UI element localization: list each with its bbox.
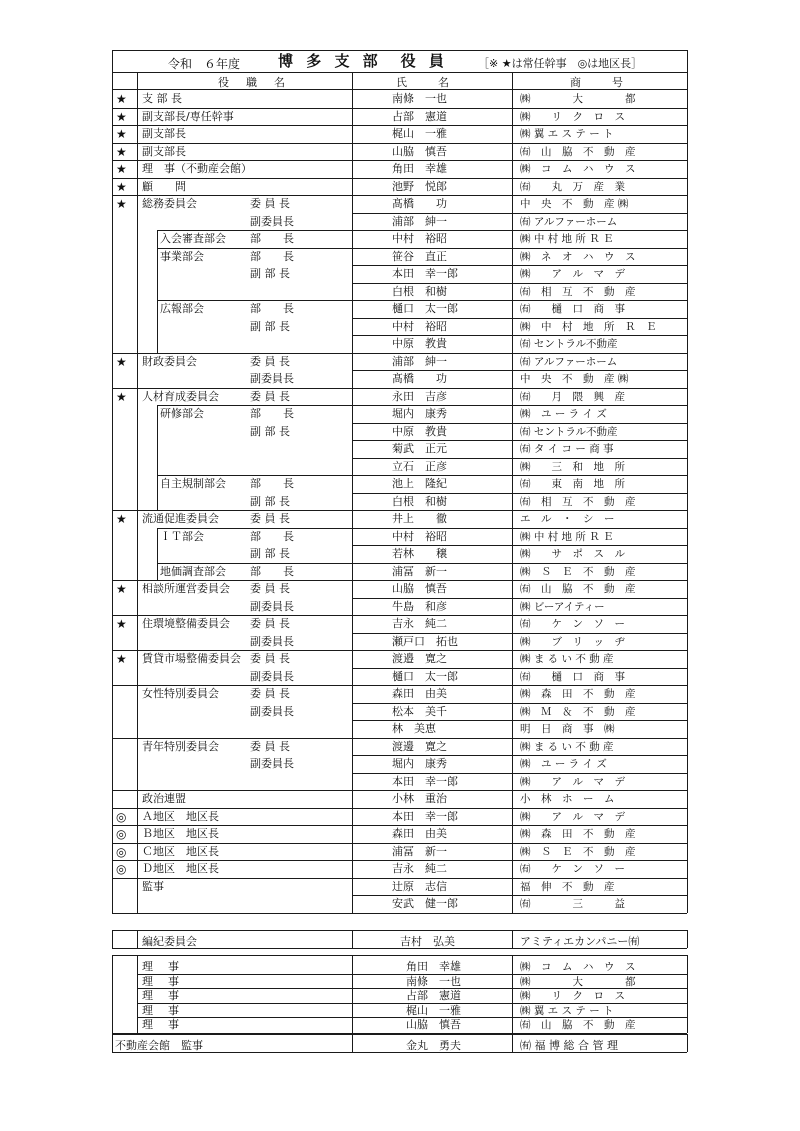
- row-position: 委 員 長: [250, 389, 290, 403]
- row-company: ㈱ 中 村 地 所 Ｒ Ｅ: [520, 530, 614, 543]
- row-company: ㈲ 丸 万 産 業: [520, 180, 625, 193]
- row-mark: ◎: [116, 827, 127, 841]
- directors-top: [112, 955, 687, 956]
- directors-mark-rule: [137, 955, 138, 1033]
- kaikan-name-rule: [512, 1034, 513, 1052]
- row-rule: [112, 178, 687, 179]
- row-committee: Ｂ地区 地区長: [142, 827, 219, 840]
- row-rule: [112, 510, 687, 511]
- row-committee: 相談所運営委員会: [142, 582, 230, 595]
- header-company: 商 号: [570, 76, 626, 89]
- row-name: 浦部 紳一: [392, 354, 447, 368]
- row-rule: [157, 230, 687, 231]
- director-role: 理 事: [142, 960, 181, 973]
- row-committee: 副支部長: [142, 144, 186, 158]
- row-position: 部 長: [250, 249, 294, 263]
- row-company: ㈱ ビーアイティー: [520, 600, 605, 613]
- row-company: ㈱ ブ リ ッ ヂ: [520, 635, 625, 648]
- row-name: 渡邉 寛之: [392, 652, 447, 665]
- row-name: 吉永 純二: [392, 862, 447, 875]
- row-company: ㈱ Ｓ Ｅ 不 動 産: [520, 565, 636, 578]
- editorial-company: アミティエカンパニー㈲: [520, 935, 640, 948]
- row-rule: [352, 440, 687, 441]
- director-company: ㈱ 大 都: [520, 975, 636, 988]
- header-name: 氏 名: [396, 76, 452, 89]
- row-committee: 顧 問: [142, 179, 186, 193]
- row-company: ㈲ タ イ コ ー 商 事: [520, 443, 614, 455]
- row-committee: 流通促進委員会: [142, 512, 219, 525]
- row-subcommittee: 事業部会: [160, 249, 204, 263]
- row-rule: [157, 563, 687, 564]
- title-rule: [112, 72, 687, 73]
- row-name: 堀内 康秀: [392, 757, 447, 770]
- row-company: ㈱ リ ク ロ ス: [520, 110, 625, 123]
- row-rule: [112, 790, 687, 791]
- editorial-role: 編紀委員会: [142, 935, 197, 948]
- row-mark: ★: [116, 389, 127, 404]
- row-company: ㈱ 中 村 地 所 Ｒ Ｅ: [520, 233, 614, 245]
- row-company: ㈱ ユ ー ラ イ ズ: [520, 758, 607, 770]
- frame-top: [112, 50, 687, 51]
- row-name: 池上 隆紀: [392, 477, 447, 490]
- row-rule: [112, 108, 687, 109]
- row-committee: 総務委員会: [142, 197, 197, 210]
- directors-name-rule: [512, 955, 513, 1033]
- row-committee: 住環境整備委員会: [142, 617, 230, 630]
- director-name: 角田 幸雄: [406, 960, 461, 973]
- row-rule: [157, 475, 687, 476]
- row-position: 副委員長: [250, 704, 294, 718]
- row-name: 髙橋 功: [392, 372, 447, 385]
- editorial-name-rule: [512, 930, 513, 948]
- row-company: ㈱ 三 和 地 所: [520, 460, 625, 473]
- editorial-top: [112, 930, 687, 931]
- row-name: 森田 由美: [392, 827, 447, 840]
- mark-legend: ［※ ★は常任幹事 ◎は地区長］: [478, 57, 643, 70]
- kaikan-name: 金丸 勇夫: [406, 1039, 461, 1052]
- header-role: 役 職 名: [218, 76, 288, 89]
- editorial-right: [687, 930, 688, 948]
- row-mark: ★: [116, 197, 127, 211]
- row-rule: [352, 370, 687, 371]
- row-subcommittee: 地価調査部会: [160, 564, 226, 578]
- sub-bracket: [157, 230, 158, 353]
- row-position: 副 部 長: [250, 319, 290, 333]
- row-position: 部 長: [250, 529, 294, 543]
- row-rule: [157, 248, 687, 249]
- director-company: ㈱ コ ム ハ ウ ス: [520, 961, 636, 973]
- row-position: 部 長: [250, 232, 294, 245]
- row-rule: [352, 318, 687, 319]
- row-company: ㈲ 相 互 不 動 産: [520, 495, 636, 508]
- row-position: 部 長: [250, 564, 294, 578]
- director-role: 理 事: [142, 1018, 181, 1032]
- row-committee: 青年特別委員会: [142, 739, 219, 753]
- row-committee: 理 事（不動産会館）: [142, 162, 252, 175]
- row-name: 樋口 太一郎: [392, 302, 458, 315]
- row-mark: ★: [116, 92, 127, 106]
- row-company: ㈲ セントラル不動産: [520, 338, 618, 350]
- row-committee: 女性特別委員会: [142, 687, 219, 700]
- row-mark: ★: [116, 179, 127, 194]
- row-name: 堀内 康秀: [392, 407, 447, 420]
- row-name: 安武 健一郎: [392, 897, 458, 910]
- row-name: 本田 幸一郎: [392, 809, 458, 823]
- row-committee: Ｃ地区 地区長: [142, 844, 219, 858]
- row-position: 委 員 長: [250, 617, 290, 630]
- row-committee: 副支部長/専任幹事: [142, 109, 234, 123]
- row-rule: [112, 615, 687, 616]
- row-name: 浦冨 新一: [392, 844, 447, 858]
- row-name: 占部 憲道: [392, 109, 447, 123]
- row-rule: [112, 808, 687, 809]
- row-rule: [112, 160, 687, 161]
- row-company: ㈱ ア ル マ デ: [520, 268, 625, 280]
- row-position: 副 部 長: [250, 424, 290, 438]
- row-company: ㈱ サ ポ ス ル: [520, 548, 625, 560]
- row-company: 中 央 不 動 産 ㈱: [520, 373, 629, 385]
- row-name: 白根 和樹: [392, 284, 447, 298]
- row-name: 笹谷 直正: [392, 249, 447, 263]
- row-company: ㈱ ア ル マ デ: [520, 810, 625, 823]
- row-name: 井上 徹: [392, 512, 447, 525]
- row-company: ㈱ 森 田 不 動 産: [520, 688, 636, 700]
- row-position: 部 長: [250, 302, 294, 315]
- row-position: 副 部 長: [250, 494, 290, 508]
- row-rule: [352, 213, 687, 214]
- row-company: ㈲ 山 脇 不 動 産: [520, 583, 636, 595]
- row-position: 部 長: [250, 477, 294, 490]
- row-name: 小林 重治: [392, 792, 447, 805]
- row-name: 辻原 志信: [392, 879, 447, 893]
- directors-right: [687, 955, 688, 1033]
- director-name: 梶山 一雅: [406, 1003, 461, 1017]
- page-title: 博 多 支 部 役 員: [278, 52, 448, 70]
- kaikan-role-rule: [352, 1034, 353, 1052]
- row-committee: 支 部 長: [142, 92, 182, 105]
- row-committee: Ａ地区 地区長: [142, 809, 219, 823]
- row-mark: ★: [116, 617, 127, 631]
- row-position: 委 員 長: [250, 197, 290, 210]
- row-company: ㈲ アルファーホーム: [520, 355, 618, 368]
- row-company: ㈲ ケ ン ソ ー: [520, 863, 625, 875]
- frame-right: [687, 50, 688, 913]
- row-position: 副 部 長: [250, 547, 290, 560]
- row-name: 山脇 慎吾: [392, 582, 447, 595]
- row-company: ㈱ Ｍ ＆ 不 動 産: [520, 705, 636, 718]
- row-name: 牛島 和彦: [392, 599, 447, 613]
- row-company: ㈱ 翼 エ ス テ ー ト: [520, 128, 614, 140]
- row-name: 立石 正彦: [392, 459, 447, 473]
- sub-bracket: [157, 528, 158, 581]
- row-mark: ★: [116, 109, 127, 124]
- row-rule: [352, 720, 687, 721]
- row-company: 福 伸 不 動 産: [520, 880, 615, 893]
- row-name: 浦部 紳一: [392, 214, 447, 228]
- row-mark: ★: [116, 652, 127, 666]
- row-company: ㈲ 樋 口 商 事: [520, 670, 625, 683]
- editorial-name: 吉村 弘美: [400, 935, 455, 948]
- row-rule: [157, 405, 687, 406]
- row-position: 副委員長: [250, 757, 294, 770]
- row-name: 中村 裕昭: [392, 319, 447, 333]
- editorial-role-rule: [352, 930, 353, 948]
- row-rule: [112, 878, 687, 879]
- row-subcommittee: 広報部会: [160, 302, 204, 315]
- row-name: 山脇 慎吾: [392, 144, 447, 158]
- row-rule: [352, 335, 687, 336]
- kaikan-role: 不動産会館 監事: [115, 1039, 203, 1052]
- row-rule: [112, 860, 687, 861]
- row-position: 委 員 長: [250, 512, 290, 525]
- directors-role-rule: [352, 955, 353, 1033]
- director-name: 山脇 慎吾: [406, 1018, 461, 1032]
- row-rule: [352, 895, 687, 896]
- row-position: 部 長: [250, 407, 294, 420]
- row-committee: 人材育成委員会: [142, 389, 219, 403]
- sub-bracket: [157, 405, 158, 510]
- row-name: 本田 幸一郎: [392, 774, 458, 788]
- row-position: 委 員 長: [250, 354, 290, 368]
- row-committee: 副支部長: [142, 127, 186, 140]
- row-committee: 政治連盟: [142, 792, 186, 805]
- row-company: ㈱ コ ム ハ ウ ス: [520, 163, 636, 175]
- row-company: ㈱ Ｓ Ｅ 不 動 産: [520, 845, 636, 858]
- row-name: 浦冨 新一: [392, 564, 447, 578]
- row-rule: [112, 843, 687, 844]
- row-company: エ ル ・ シ ー: [520, 513, 615, 525]
- row-committee: Ｄ地区 地区長: [142, 862, 219, 875]
- row-subcommittee: 研修部会: [160, 407, 204, 420]
- row-company: ㈱ ユ ー ラ イ ズ: [520, 408, 607, 420]
- row-name: 白根 和樹: [392, 494, 447, 508]
- row-position: 副委員長: [250, 214, 294, 228]
- director-company: ㈱ リ ク ロ ス: [520, 990, 625, 1003]
- row-name: 池野 悦郎: [392, 179, 447, 193]
- row-rule: [112, 143, 687, 144]
- editorial-left: [112, 930, 113, 948]
- row-name: 林 美恵: [392, 722, 436, 735]
- row-position: 委 員 長: [250, 582, 290, 595]
- row-company: 明 日 商 事 ㈱: [520, 723, 615, 735]
- row-rule: [352, 493, 687, 494]
- row-name: 角田 幸雄: [392, 162, 447, 175]
- row-mark: ◎: [116, 862, 127, 876]
- row-name: 梶山 一雅: [392, 127, 447, 140]
- row-name: 永田 吉彦: [392, 389, 447, 403]
- row-rule: [112, 353, 687, 354]
- header-rule: [112, 89, 687, 90]
- row-subcommittee: ＩＴ部会: [160, 529, 204, 543]
- row-rule: [352, 773, 687, 774]
- row-rule: [157, 528, 687, 529]
- row-company: ㈲ セントラル不動産: [520, 425, 618, 438]
- director-role: 理 事: [142, 1003, 181, 1017]
- row-company: ㈲ 三 益: [520, 898, 625, 910]
- row-committee: 監事: [142, 879, 164, 893]
- director-company: ㈲ 山 脇 不 動 産: [520, 1019, 636, 1032]
- row-name: 森田 由美: [392, 687, 447, 700]
- row-name: 吉永 純二: [392, 617, 447, 630]
- row-name: 中原 教貴: [392, 337, 447, 350]
- row-rule: [112, 738, 687, 739]
- row-company: ㈲ 月 隈 興 産: [520, 390, 625, 403]
- row-name: 渡邊 寛之: [392, 739, 447, 753]
- row-rule: [352, 598, 687, 599]
- row-company: ㈱ 大 都: [520, 93, 636, 105]
- row-name: 南條 一也: [392, 92, 447, 105]
- row-position: 副 部 長: [250, 267, 290, 280]
- row-mark: ★: [116, 144, 127, 159]
- row-rule: [352, 423, 687, 424]
- row-name: 髙橋 功: [392, 197, 447, 210]
- row-mark: ◎: [116, 844, 127, 859]
- row-name: 本田 幸一郎: [392, 267, 458, 280]
- row-rule: [352, 703, 687, 704]
- kaikan-right: [687, 1034, 688, 1052]
- row-mark: ◎: [116, 809, 127, 824]
- row-committee: 賃貸市場整備委員会: [142, 652, 241, 665]
- row-rule: [112, 825, 687, 826]
- row-company: ㈲ ケ ン ソ ー: [520, 618, 625, 630]
- row-company: ㈲ アルファーホーム: [520, 215, 618, 228]
- kaikan-company: ㈲ 福 博 総 合 管 理: [520, 1039, 618, 1052]
- row-mark: ★: [116, 127, 127, 141]
- director-company: ㈱ 翼 エ ス テ ー ト: [520, 1004, 614, 1017]
- row-name: 松本 美千: [392, 704, 447, 718]
- row-rule: [112, 195, 687, 196]
- director-role: 理 事: [142, 974, 181, 988]
- row-rule: [112, 685, 687, 686]
- row-company: 小 林 ホ ー ム: [520, 793, 615, 805]
- row-rule: [352, 265, 687, 266]
- row-company: ㈱ ア ル マ デ: [520, 775, 625, 788]
- row-mark: ★: [116, 354, 127, 369]
- mark-col-rule: [137, 72, 138, 913]
- row-rule: [112, 125, 687, 126]
- director-name: 占部 憲道: [406, 989, 461, 1003]
- row-position: 委 員 長: [250, 652, 290, 665]
- editorial-mark-rule: [137, 930, 138, 948]
- frame-left: [112, 50, 113, 913]
- row-position: 副委員長: [250, 634, 294, 648]
- row-rule: [352, 283, 687, 284]
- row-rule: [352, 668, 687, 669]
- row-name: 瀬戸口 拓也: [392, 634, 458, 648]
- row-company: ㈱ ま る い 不 動 産: [520, 740, 614, 753]
- row-subcommittee: 入会審査部会: [160, 232, 226, 245]
- row-company: ㈲ 東 南 地 所: [520, 478, 625, 490]
- row-company: ㈲ 山 脇 不 動 産: [520, 145, 636, 158]
- row-position: 委 員 長: [250, 687, 290, 700]
- row-name: 菊武 正元: [392, 442, 447, 455]
- row-position: 副委員長: [250, 372, 294, 385]
- row-rule: [157, 300, 687, 301]
- row-rule: [352, 633, 687, 634]
- director-name: 南條 一也: [406, 974, 461, 988]
- kaikan-top: [112, 1034, 687, 1035]
- row-company: ㈱ 森 田 不 動 産: [520, 828, 636, 840]
- row-name: 樋口 太一郎: [392, 669, 458, 683]
- row-subcommittee: 自主規制部会: [160, 477, 226, 490]
- row-name: 中村 裕昭: [392, 232, 447, 245]
- row-position: 委 員 長: [250, 739, 290, 753]
- directors-left: [112, 955, 113, 1033]
- director-role: 理 事: [142, 989, 181, 1003]
- row-company: ㈲ 相 互 不 動 産: [520, 285, 636, 298]
- row-company: ㈱ ま る い 不 動 産: [520, 653, 614, 665]
- fiscal-year: 令和 ６年度: [168, 57, 241, 71]
- row-company: ㈲ 樋 口 商 事: [520, 303, 625, 315]
- row-position: 副委員長: [250, 669, 294, 683]
- row-rule: [352, 458, 687, 459]
- row-committee: 財政委員会: [142, 354, 197, 368]
- row-name: 中原 教貴: [392, 424, 447, 438]
- row-rule: [112, 580, 687, 581]
- row-company: ㈱ ネ オ ハ ウ ス: [520, 250, 636, 263]
- frame-bottom: [112, 913, 687, 915]
- row-position: 副委員長: [250, 599, 294, 613]
- row-mark: ★: [116, 162, 127, 176]
- row-rule: [112, 388, 687, 389]
- row-company: ㈱ 中 村 地 所 Ｒ Ｅ: [520, 320, 657, 333]
- row-mark: ★: [116, 582, 127, 596]
- row-company: 中 央 不 動 産 ㈱: [520, 198, 629, 210]
- row-name: 中村 裕昭: [392, 529, 447, 543]
- row-rule: [112, 650, 687, 651]
- row-rule: [352, 545, 687, 546]
- row-name: 若林 穣: [392, 547, 447, 560]
- row-mark: ★: [116, 512, 127, 526]
- row-rule: [352, 755, 687, 756]
- kaikan-left: [112, 1034, 113, 1052]
